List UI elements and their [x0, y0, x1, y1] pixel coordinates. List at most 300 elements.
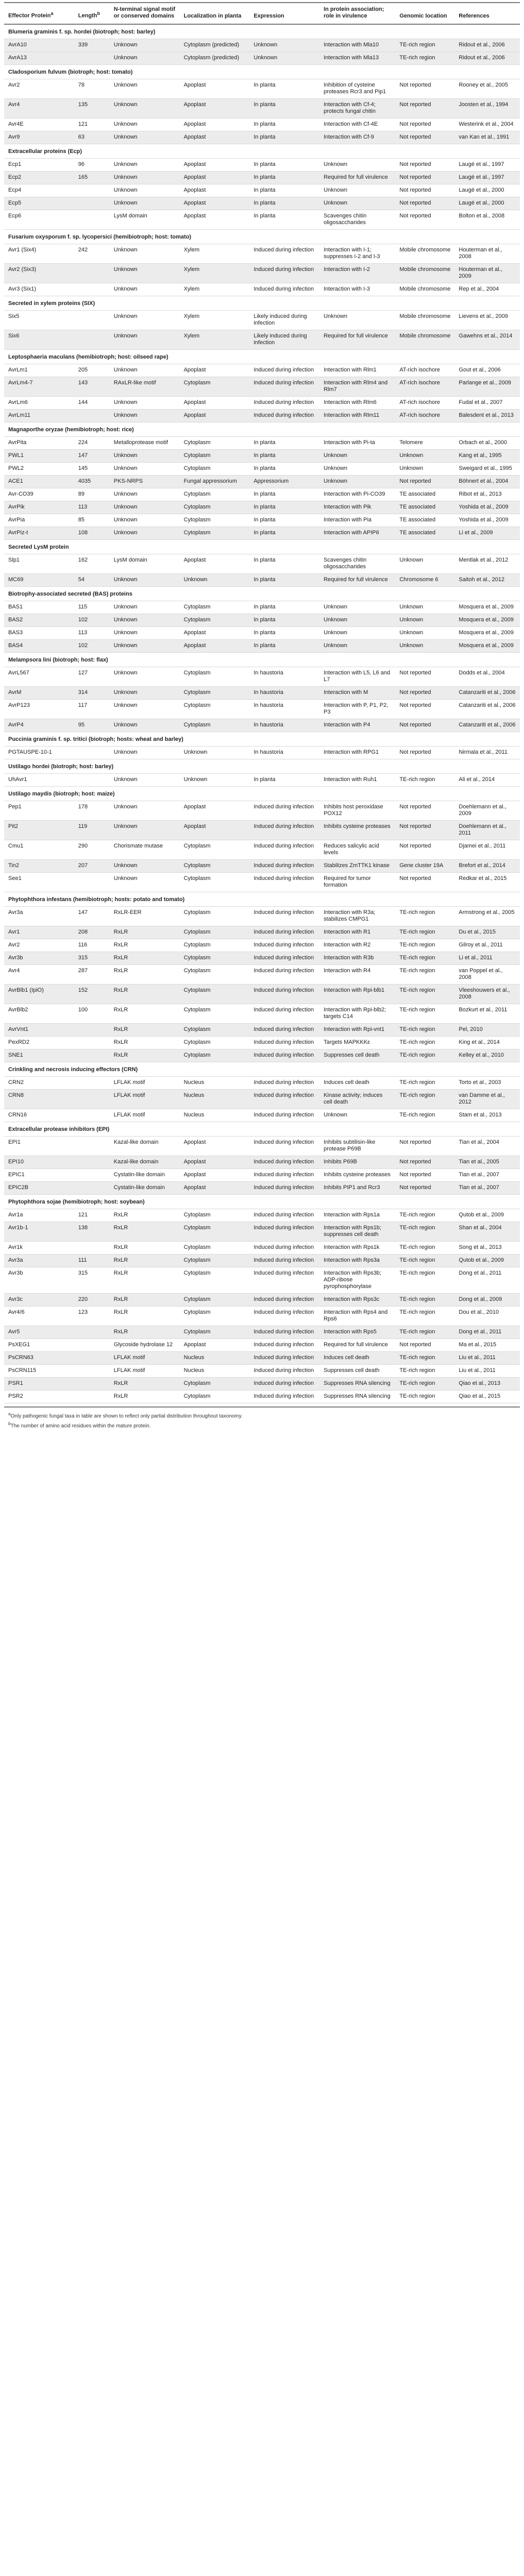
cell-nterm: LysM domain — [110, 554, 180, 574]
section-header-row — [4, 230, 520, 244]
cell-genomic: TE-rich region — [395, 1326, 454, 1339]
table-row — [4, 1352, 520, 1365]
cell-localization: Cytoplasm — [180, 450, 250, 463]
cell-length — [74, 1182, 110, 1195]
cell-protein: Required for full virulence — [319, 172, 395, 184]
cell-references: Catanzariti et al., 2006 — [454, 687, 520, 700]
cell-effector: EPIC1 — [4, 1169, 74, 1182]
cell-references: Laugé et al., 2000 — [454, 184, 520, 197]
cell-genomic: Not reported — [395, 118, 454, 131]
table-row — [4, 377, 520, 397]
cell-protein: Interaction with Pik — [319, 501, 395, 514]
cell-expression: Induced during infection — [249, 410, 319, 422]
cell-genomic: Not reported — [395, 873, 454, 892]
cell-references: Dong et al., 2009 — [454, 1294, 520, 1307]
cell-nterm: Unknown — [110, 873, 180, 892]
cell-protein: Interaction with Pi-CO39 — [319, 488, 395, 501]
cell-effector: See1 — [4, 873, 74, 892]
cell-length — [74, 1137, 110, 1156]
cell-expression: Induced during infection — [249, 801, 319, 821]
cell-genomic: TE associated — [395, 501, 454, 514]
cell-references: Mosquera et al., 2009 — [454, 640, 520, 653]
cell-genomic: TE-rich region — [395, 1209, 454, 1222]
cell-genomic: AT-rich isochore — [395, 410, 454, 422]
cell-nterm: RxLR — [110, 1049, 180, 1062]
cell-references: Sweigard et al., 1995 — [454, 463, 520, 476]
section-title: Extracellular proteins (Ecp) — [4, 144, 520, 159]
cell-effector: AvrL567 — [4, 667, 74, 687]
cell-localization: Cytoplasm — [180, 1294, 250, 1307]
cell-expression: Induced during infection — [249, 1255, 319, 1267]
cell-nterm: Unknown — [110, 172, 180, 184]
cell-effector: AvrA13 — [4, 52, 74, 65]
table-row — [4, 1024, 520, 1037]
cell-protein: Interaction with Rlm6 — [319, 397, 395, 410]
cell-protein: Interaction with Rps3a — [319, 1255, 395, 1267]
table-row — [4, 118, 520, 131]
cell-references: Mosquera et al., 2009 — [454, 614, 520, 627]
cell-references: Yoshida et al., 2009 — [454, 501, 520, 514]
cell-protein: Unknown — [319, 450, 395, 463]
cell-protein: Interaction with I-3 — [319, 283, 395, 296]
cell-protein: Required for tumor formation — [319, 873, 395, 892]
cell-expression: In planta — [249, 172, 319, 184]
cell-effector: Avr3 (Six1) — [4, 283, 74, 296]
cell-localization: Apoplast — [180, 1339, 250, 1352]
cell-genomic: TE-rich region — [395, 1267, 454, 1294]
table-row — [4, 410, 520, 422]
table-body — [4, 24, 520, 1403]
cell-expression: Induced during infection — [249, 1049, 319, 1062]
cell-length: 85 — [74, 514, 110, 527]
cell-effector: Avr4 — [4, 99, 74, 118]
cell-references: van Poppel et al., 2008 — [454, 965, 520, 985]
cell-protein: Inhibits P69B — [319, 1156, 395, 1169]
cell-effector: PsCRN115 — [4, 1365, 74, 1378]
cell-protein: Suppresses RNA silencing — [319, 1378, 395, 1391]
cell-protein: Interaction with L5, L6 and L7 — [319, 667, 395, 687]
cell-references: Rep et al., 2004 — [454, 283, 520, 296]
section-title: Magnaporthe oryzae (hemibiotroph; host: rice) — [4, 422, 520, 437]
header-effector-footnote-marker: a — [50, 11, 54, 16]
cell-localization: Apoplast — [180, 397, 250, 410]
cell-effector: AvrPia — [4, 514, 74, 527]
cell-references: Du et al., 2015 — [454, 926, 520, 939]
cell-localization: Apoplast — [180, 801, 250, 821]
cell-references: Saitoh et al., 2012 — [454, 574, 520, 587]
cell-expression: In planta — [249, 640, 319, 653]
table-row — [4, 264, 520, 283]
cell-protein: Interaction with Rps5 — [319, 1326, 395, 1339]
cell-length — [74, 1326, 110, 1339]
cell-effector: AvrPita — [4, 437, 74, 450]
cell-effector: Pit2 — [4, 821, 74, 840]
table-row — [4, 1365, 520, 1378]
header-nterm: N-terminal signal motif or conserved domains — [110, 3, 180, 24]
section-header-row — [4, 1062, 520, 1077]
cell-effector: Cmu1 — [4, 840, 74, 860]
cell-length: 165 — [74, 172, 110, 184]
cell-nterm: Unknown — [110, 640, 180, 653]
cell-expression: Induced during infection — [249, 985, 319, 1004]
cell-genomic: Unknown — [395, 554, 454, 574]
cell-localization: Apoplast — [180, 197, 250, 210]
cell-expression: In planta — [249, 79, 319, 99]
cell-protein: Inhibits host peroxidase POX12 — [319, 801, 395, 821]
cell-expression: Induced during infection — [249, 1294, 319, 1307]
cell-expression: Induced during infection — [249, 1037, 319, 1049]
table-row — [4, 311, 520, 330]
section-title: Puccinia graminis f. sp. tritici (biotroph; hosts: wheat and barley) — [4, 732, 520, 747]
cell-effector: AvrM — [4, 687, 74, 700]
cell-localization: Fungal appressorium — [180, 476, 250, 488]
cell-expression: Induced during infection — [249, 1169, 319, 1182]
cell-length — [74, 410, 110, 422]
table-row — [4, 1090, 520, 1109]
cell-protein: Interaction with Cf-4E — [319, 118, 395, 131]
header-length-footnote-marker: b — [97, 11, 100, 16]
cell-localization: Cytoplasm (predicted) — [180, 52, 250, 65]
cell-protein: Interaction with P, P1, P2, P3 — [319, 700, 395, 719]
cell-localization: Xylem — [180, 244, 250, 264]
cell-localization: Cytoplasm (predicted) — [180, 39, 250, 52]
cell-genomic: TE-rich region — [395, 39, 454, 52]
cell-genomic: Not reported — [395, 131, 454, 144]
cell-references: Qiao et al., 2013 — [454, 1378, 520, 1391]
cell-protein: Unknown — [319, 311, 395, 330]
cell-effector: Avr4 — [4, 965, 74, 985]
cell-nterm: RxLR — [110, 1378, 180, 1391]
cell-effector: SNE1 — [4, 1049, 74, 1062]
cell-references: Balesdent et al., 2013 — [454, 410, 520, 422]
cell-length — [74, 1242, 110, 1255]
cell-localization: Unknown — [180, 747, 250, 759]
cell-references: Torto et al., 2003 — [454, 1077, 520, 1090]
cell-genomic: Not reported — [395, 667, 454, 687]
table-row — [4, 244, 520, 264]
cell-localization: Nucleus — [180, 1352, 250, 1365]
cell-nterm: Unknown — [110, 719, 180, 732]
cell-localization: Xylem — [180, 264, 250, 283]
cell-references: Rooney et al., 2005 — [454, 79, 520, 99]
cell-protein: Induces cell death — [319, 1077, 395, 1090]
cell-nterm: Unknown — [110, 774, 180, 787]
cell-localization: Cytoplasm — [180, 437, 250, 450]
cell-localization: Cytoplasm — [180, 1004, 250, 1024]
cell-protein: Interaction with R2 — [319, 939, 395, 952]
cell-protein: Interaction with Rps3c — [319, 1294, 395, 1307]
table-row — [4, 952, 520, 965]
cell-genomic: Unknown — [395, 614, 454, 627]
cell-effector: PsXEG1 — [4, 1339, 74, 1352]
cell-localization: Apoplast — [180, 1169, 250, 1182]
cell-localization: Cytoplasm — [180, 501, 250, 514]
cell-effector: AvrPiz-t — [4, 527, 74, 540]
cell-effector: Avr3a — [4, 1255, 74, 1267]
cell-references: Gawehns et al., 2014 — [454, 330, 520, 350]
cell-localization: Cytoplasm — [180, 1049, 250, 1062]
cell-nterm: RxLR — [110, 1326, 180, 1339]
cell-references: Ma et al., 2015 — [454, 1339, 520, 1352]
cell-references: Liu et al., 2011 — [454, 1365, 520, 1378]
table-row — [4, 450, 520, 463]
cell-expression: Induced during infection — [249, 1222, 319, 1242]
cell-effector: Avr4/6 — [4, 1307, 74, 1326]
cell-expression: In planta — [249, 197, 319, 210]
cell-nterm: RxLR — [110, 1255, 180, 1267]
cell-references: Houterman et al., 2009 — [454, 264, 520, 283]
cell-protein: Interaction with APIP6 — [319, 527, 395, 540]
cell-length: 102 — [74, 640, 110, 653]
cell-references: Tian et al., 2007 — [454, 1169, 520, 1182]
table-row — [4, 574, 520, 587]
cell-genomic: TE-rich region — [395, 774, 454, 787]
cell-effector: PGTAUSPE-10-1 — [4, 747, 74, 759]
cell-references: Laugé et al., 1997 — [454, 159, 520, 172]
cell-nterm: RxLR — [110, 926, 180, 939]
page — [4, 0, 520, 1430]
cell-length: 121 — [74, 118, 110, 131]
table-row — [4, 514, 520, 527]
cell-length — [74, 1378, 110, 1391]
cell-references: Westerink et al., 2004 — [454, 118, 520, 131]
cell-nterm: Unknown — [110, 131, 180, 144]
cell-nterm: LFLAK motif — [110, 1077, 180, 1090]
cell-references: Dong et al., 2011 — [454, 1267, 520, 1294]
cell-length — [74, 184, 110, 197]
cell-length: 143 — [74, 377, 110, 397]
cell-effector: PSR2 — [4, 1391, 74, 1403]
cell-expression: Induced during infection — [249, 840, 319, 860]
cell-length: 205 — [74, 364, 110, 377]
cell-localization: Nucleus — [180, 1077, 250, 1090]
cell-protein: Unknown — [319, 159, 395, 172]
cell-expression: In planta — [249, 614, 319, 627]
cell-protein: Interaction with Rpi-blb2; targets C14 — [319, 1004, 395, 1024]
cell-length: 116 — [74, 939, 110, 952]
cell-protein: Induces cell death — [319, 1352, 395, 1365]
cell-protein: Scavenges chitin oligosaccharides — [319, 210, 395, 230]
cell-effector: Avr2 (Six3) — [4, 264, 74, 283]
table-row — [4, 801, 520, 821]
cell-protein: Inhibits cysteine proteases — [319, 1169, 395, 1182]
cell-references: Joosten et al., 1994 — [454, 99, 520, 118]
cell-expression: Induced during infection — [249, 821, 319, 840]
cell-effector: MC69 — [4, 574, 74, 587]
cell-localization: Cytoplasm — [180, 1326, 250, 1339]
cell-length: 220 — [74, 1294, 110, 1307]
cell-nterm: Unknown — [110, 700, 180, 719]
cell-effector: Ecp4 — [4, 184, 74, 197]
cell-expression: Induced during infection — [249, 1352, 319, 1365]
cell-genomic: Not reported — [395, 821, 454, 840]
cell-protein: Unknown — [319, 184, 395, 197]
cell-genomic: Not reported — [395, 99, 454, 118]
cell-effector: PWL2 — [4, 463, 74, 476]
cell-localization: Cytoplasm — [180, 965, 250, 985]
table-row — [4, 488, 520, 501]
cell-references: Bolton et al., 2008 — [454, 210, 520, 230]
cell-localization: Nucleus — [180, 1365, 250, 1378]
cell-references: Tian et al., 2004 — [454, 1137, 520, 1156]
cell-protein: Interaction with Rps1k — [319, 1242, 395, 1255]
cell-nterm: Chorismate mutase — [110, 840, 180, 860]
cell-references: Laugé et al., 2000 — [454, 197, 520, 210]
cell-references: Kelley et al., 2010 — [454, 1049, 520, 1062]
cell-nterm: Unknown — [110, 39, 180, 52]
cell-nterm: Unknown — [110, 397, 180, 410]
header-effector: Effector Protein$^a$ — [4, 3, 74, 24]
cell-protein: Required for full virulence — [319, 330, 395, 350]
cell-effector: Ecp6 — [4, 210, 74, 230]
cell-length — [74, 1169, 110, 1182]
cell-genomic: AT-rich isochore — [395, 377, 454, 397]
cell-localization: Apoplast — [180, 364, 250, 377]
cell-effector: AvrBlb1 (IpiO) — [4, 985, 74, 1004]
cell-length: 144 — [74, 397, 110, 410]
cell-expression: Likely induced during infection — [249, 311, 319, 330]
table-row — [4, 210, 520, 230]
cell-length — [74, 1090, 110, 1109]
cell-protein: Required for full virulence — [319, 1339, 395, 1352]
cell-expression: In planta — [249, 488, 319, 501]
table-row — [4, 1037, 520, 1049]
cell-length — [74, 774, 110, 787]
cell-length: 287 — [74, 965, 110, 985]
cell-references: Stam et al., 2013 — [454, 1109, 520, 1122]
cell-effector: CRN16 — [4, 1109, 74, 1122]
cell-nterm: LFLAK motif — [110, 1365, 180, 1378]
cell-nterm: LFLAK motif — [110, 1090, 180, 1109]
cell-protein: Interaction with Rps3b; ADP-ribose pyrophosphorylase — [319, 1267, 395, 1294]
cell-genomic: Not reported — [395, 210, 454, 230]
cell-localization: Apoplast — [180, 159, 250, 172]
cell-genomic: AT-rich isochore — [395, 364, 454, 377]
cell-genomic: Unknown — [395, 463, 454, 476]
cell-localization: Cytoplasm — [180, 1242, 250, 1255]
cell-expression: Induced during infection — [249, 1267, 319, 1294]
cell-effector: Avr3a — [4, 907, 74, 926]
cell-nterm: Unknown — [110, 614, 180, 627]
cell-references: van Kan et al., 1991 — [454, 131, 520, 144]
cell-nterm: Kazal-like domain — [110, 1137, 180, 1156]
table-row — [4, 1242, 520, 1255]
cell-length — [74, 1352, 110, 1365]
cell-genomic: TE-rich region — [395, 939, 454, 952]
table-row — [4, 159, 520, 172]
section-title: Cladosporium fulvum (biotroph; host: tomato) — [4, 65, 520, 79]
cell-localization: Cytoplasm — [180, 1222, 250, 1242]
cell-localization: Xylem — [180, 330, 250, 350]
cell-localization: Cytoplasm — [180, 1209, 250, 1222]
cell-localization: Cytoplasm — [180, 1391, 250, 1403]
section-header-row — [4, 350, 520, 364]
cell-expression: Unknown — [249, 52, 319, 65]
cell-genomic: Mobile chromosome — [395, 283, 454, 296]
cell-effector: Slp1 — [4, 554, 74, 574]
cell-nterm: Unknown — [110, 244, 180, 264]
cell-length: 102 — [74, 614, 110, 627]
cell-effector: AvrPik — [4, 501, 74, 514]
cell-expression: In planta — [249, 601, 319, 614]
cell-nterm: Unknown — [110, 410, 180, 422]
cell-protein: Interaction with Rlm11 — [319, 410, 395, 422]
cell-protein: Targets MAPKKKε — [319, 1037, 395, 1049]
cell-genomic: TE-rich region — [395, 1037, 454, 1049]
table-row — [4, 1049, 520, 1062]
cell-length: 152 — [74, 985, 110, 1004]
cell-localization: Cytoplasm — [180, 926, 250, 939]
cell-references: Yoshida et al., 2009 — [454, 514, 520, 527]
cell-protein: Interaction with Rpi-vnt1 — [319, 1024, 395, 1037]
cell-protein: Interaction with Mla13 — [319, 52, 395, 65]
cell-nterm: Unknown — [110, 574, 180, 587]
cell-effector: EPI10 — [4, 1156, 74, 1169]
cell-localization: Cytoplasm — [180, 860, 250, 873]
cell-genomic: TE-rich region — [395, 965, 454, 985]
cell-length: 54 — [74, 574, 110, 587]
table-row — [4, 463, 520, 476]
cell-localization: Cytoplasm — [180, 1267, 250, 1294]
cell-genomic: Unknown — [395, 450, 454, 463]
cell-localization: Cytoplasm — [180, 719, 250, 732]
cell-effector: AvrP4 — [4, 719, 74, 732]
cell-length: 138 — [74, 1222, 110, 1242]
cell-length — [74, 1156, 110, 1169]
cell-protein: Interaction with R4 — [319, 965, 395, 985]
section-title: Melampsora lini (biotroph; host: flax) — [4, 653, 520, 667]
cell-genomic: TE-rich region — [395, 1294, 454, 1307]
cell-localization: Apoplast — [180, 640, 250, 653]
section-header-row — [4, 144, 520, 159]
cell-references: Pel, 2010 — [454, 1024, 520, 1037]
cell-expression: In planta — [249, 184, 319, 197]
section-title: Ustilago hordei (biotroph; host: barley) — [4, 759, 520, 774]
cell-genomic: Chromosome 6 — [395, 574, 454, 587]
cell-length: 162 — [74, 554, 110, 574]
cell-genomic: TE associated — [395, 488, 454, 501]
cell-nterm: Unknown — [110, 527, 180, 540]
cell-effector: Avr1k — [4, 1242, 74, 1255]
cell-nterm: Unknown — [110, 514, 180, 527]
cell-protein: Unknown — [319, 640, 395, 653]
table-row — [4, 1378, 520, 1391]
cell-genomic: Not reported — [395, 687, 454, 700]
cell-genomic: Not reported — [395, 1169, 454, 1182]
cell-localization: Cytoplasm — [180, 527, 250, 540]
cell-nterm: Metalloprotease motif — [110, 437, 180, 450]
cell-genomic: TE-rich region — [395, 1352, 454, 1365]
cell-references: Qutob et al., 2009 — [454, 1255, 520, 1267]
cell-nterm: RxLR — [110, 1037, 180, 1049]
cell-genomic: TE-rich region — [395, 985, 454, 1004]
cell-length: 117 — [74, 700, 110, 719]
cell-nterm: Unknown — [110, 118, 180, 131]
cell-genomic: TE-rich region — [395, 1365, 454, 1378]
cell-effector: ACE1 — [4, 476, 74, 488]
cell-references: Qutob et al., 2009 — [454, 1209, 520, 1222]
table-row — [4, 985, 520, 1004]
cell-nterm: Unknown — [110, 463, 180, 476]
cell-expression: Induced during infection — [249, 1242, 319, 1255]
cell-effector: Avr3b — [4, 952, 74, 965]
cell-nterm: Unknown — [110, 860, 180, 873]
table-row — [4, 640, 520, 653]
cell-length — [74, 1339, 110, 1352]
cell-length: 63 — [74, 131, 110, 144]
section-header-row — [4, 653, 520, 667]
cell-localization: Apoplast — [180, 118, 250, 131]
